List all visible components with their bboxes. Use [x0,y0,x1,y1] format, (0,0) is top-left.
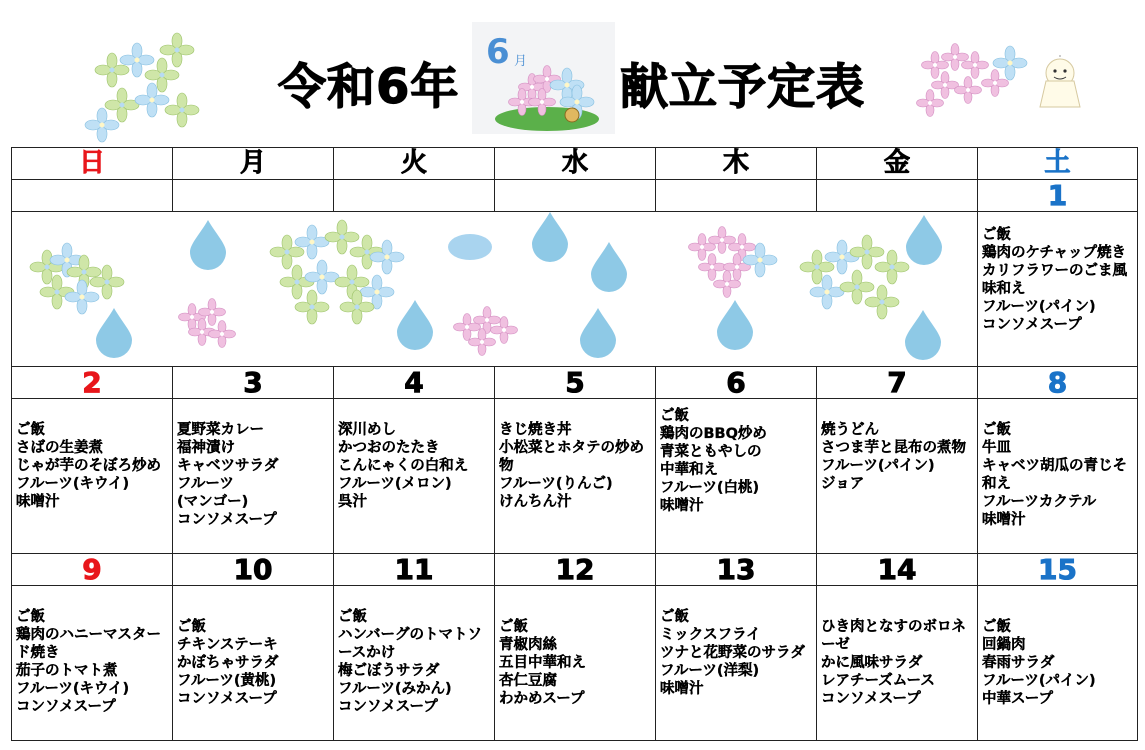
menu-item: ご飯 [499,619,528,635]
hydrangea-pink-icon [910,35,1035,120]
menu-item: ご飯 [660,408,689,424]
menu-list [495,399,655,511]
weekday-fri: 金 [817,148,978,180]
menu-item: キャベツサラダ [177,458,279,474]
menu-item: フルーツ(メロン) [338,476,452,492]
date-cell: 15 [978,554,1138,586]
month-badge [472,22,615,134]
menu-item: 杏仁豆腐 [499,673,557,689]
page-title-era: 令和6年 [278,59,460,115]
date-row [12,554,1138,586]
menu-item: 深川めし [338,422,396,438]
menu-item: ひき肉となすのボロネーゼ [821,619,966,653]
menu-item: コンソメスープ [177,512,277,528]
menu-row [12,399,1138,554]
menu-item: 味噌汁 [660,681,704,697]
menu-cell [495,399,656,554]
weekday-sun: 日 [12,148,173,180]
menu-item: 鶏肉のBBQ炒め [660,426,767,442]
menu-item: こんにゃくの白和え [338,458,469,474]
menu-item: 中華スープ [982,691,1054,707]
menu-cell [173,586,334,741]
menu-item: チキンステーキ [177,637,278,653]
menu-item: ご飯 [660,609,689,625]
menu-cell [12,399,173,554]
menu-item: フルーツ(キウイ) [16,476,130,492]
date-cell: 11 [334,554,495,586]
date-cell [173,180,334,212]
menu-cell [334,399,495,554]
snail-icon [565,108,579,122]
menu-list [656,399,816,515]
date-cell: 7 [817,367,978,399]
menu-calendar [11,147,1138,741]
menu-item: フルーツ(白桃) [660,480,760,496]
date-cell: 6 [656,367,817,399]
date-cell: 12 [495,554,656,586]
menu-item: けんちん汁 [499,494,572,510]
menu-item: フルーツ(パイン) [821,458,935,474]
menu-item: 夏野菜カレー [177,422,264,438]
menu-item: ツナと花野菜のサラダ [660,645,805,661]
date-cell: 8 [978,367,1138,399]
menu-cell [978,399,1138,554]
menu-list [817,399,977,493]
menu-item: 鶏肉のケチャップ焼き [982,245,1126,261]
teru-teru-bozu-icon [1038,55,1086,115]
menu-item: 茄子のトマト煮 [16,663,118,679]
menu-item: 焼うどん [821,422,879,438]
menu-item: 回鍋肉 [982,637,1026,653]
page-header [0,0,1145,145]
menu-row [12,212,1138,367]
date-cell: 2 [12,367,173,399]
menu-item: ご飯 [982,619,1011,635]
date-row [12,180,1138,212]
weekday-header-row [12,148,1138,180]
hydrangea-green-icon [82,30,212,145]
menu-item: さつま芋と昆布の煮物 [821,440,966,456]
menu-item: コンソメスープ [16,699,116,715]
menu-cell [978,586,1138,741]
menu-item: 五目中華和え [499,655,586,671]
menu-item: ミックスフライ [660,627,761,643]
date-cell [334,180,495,212]
menu-item: フルーツ(パイン) [982,299,1096,315]
menu-item: ご飯 [982,227,1011,243]
menu-item: キャベツ胡瓜の青じそ和え [982,458,1127,492]
date-cell: 1 [978,180,1138,212]
date-cell: 4 [334,367,495,399]
weekday-mon: 月 [173,148,334,180]
menu-item: 味噌汁 [982,512,1026,528]
menu-item: かつおのたたき [338,440,440,456]
menu-list [12,399,172,511]
menu-item: さばの生姜煮 [16,440,103,456]
menu-item: フルーツ [177,476,234,492]
menu-cell [495,586,656,741]
weekday-thu: 木 [656,148,817,180]
menu-item: フルーツ(キウイ) [16,681,130,697]
menu-list [495,586,655,708]
date-row [12,367,1138,399]
weekday-sat: 土 [978,148,1138,180]
menu-item: ご飯 [177,619,206,635]
menu-item: 梅ごぼうサラダ [338,663,440,679]
menu-item: かぼちゃサラダ [177,655,279,671]
menu-item: ご飯 [16,422,45,438]
menu-list [978,399,1137,529]
menu-item: フルーツカクテル [982,494,1097,510]
menu-cell [817,399,978,554]
menu-item: ご飯 [338,609,367,625]
menu-cell [12,586,173,741]
menu-item: かに風味サラダ [821,655,923,671]
menu-item: フルーツ(黄桃) [177,673,277,689]
menu-cell [656,399,817,554]
menu-item: コンソメスープ [821,691,921,707]
date-cell [656,180,817,212]
hydrangea-snail-icon [492,57,607,132]
menu-item: 味噌汁 [660,498,704,514]
menu-item: 小松菜とホタテの炒め物 [499,440,644,474]
menu-item: 青菜ともやしの [660,444,762,460]
raindrop-icon [96,308,132,358]
menu-item: きじ焼き丼 [499,422,572,438]
menu-item: ご飯 [982,422,1011,438]
menu-item: コンソメスープ [982,317,1082,333]
menu-item: フルーツ(みかん) [338,681,452,697]
menu-item: 青椒肉絲 [499,637,557,653]
menu-item: 春雨サラダ [982,655,1055,671]
menu-item: フルーツ(洋梨) [660,663,760,679]
menu-list [978,212,1137,334]
date-cell: 10 [173,554,334,586]
menu-item: 中華和え [660,462,718,478]
menu-item: (マンゴー) [177,494,249,510]
date-cell: 5 [495,367,656,399]
menu-list [173,399,333,529]
weekday-tue: 火 [334,148,495,180]
date-cell [12,180,173,212]
menu-item: ご飯 [16,609,45,625]
date-cell: 13 [656,554,817,586]
menu-item: 呉汁 [338,494,367,510]
menu-item: 味噌汁 [16,494,60,510]
month-unit: 月 [514,54,528,69]
menu-cell [334,586,495,741]
menu-item: コンソメスープ [177,691,277,707]
menu-list [334,399,494,511]
menu-item: レアチーズムース [821,673,935,689]
date-cell: 9 [12,554,173,586]
menu-list [334,586,494,716]
menu-item: コンソメスープ [338,699,438,715]
menu-item: カリフラワーのごま風味和え [982,263,1127,297]
menu-list [656,586,816,698]
weekday-wed: 水 [495,148,656,180]
menu-cell [173,399,334,554]
menu-item: ジョア [821,476,865,492]
menu-item: わかめスープ [499,691,585,707]
rain-hydrangea-decoration [12,212,974,366]
menu-list [817,586,977,708]
menu-item: 鶏肉のハニーマスタード焼き [16,627,161,661]
menu-item: ハンバーグのトマトソースかけ [338,627,482,661]
page-title-main: 献立予定表 [620,59,866,115]
menu-item: フルーツ(パイン) [982,673,1096,689]
menu-list [173,586,333,708]
menu-list [978,586,1137,708]
date-cell: 3 [173,367,334,399]
menu-list [12,586,172,716]
menu-item: 福神漬け [177,440,235,456]
month-number: 6 [486,32,510,72]
decoration-cell [12,212,978,367]
menu-cell [978,212,1138,367]
date-cell [495,180,656,212]
menu-row [12,586,1138,741]
menu-cell [656,586,817,741]
date-cell [817,180,978,212]
menu-item: 牛皿 [982,440,1011,456]
menu-cell [817,586,978,741]
date-cell: 14 [817,554,978,586]
menu-item: フルーツ(りんご) [499,476,613,492]
menu-item: じゃが芋のそぼろ炒め [16,458,161,474]
